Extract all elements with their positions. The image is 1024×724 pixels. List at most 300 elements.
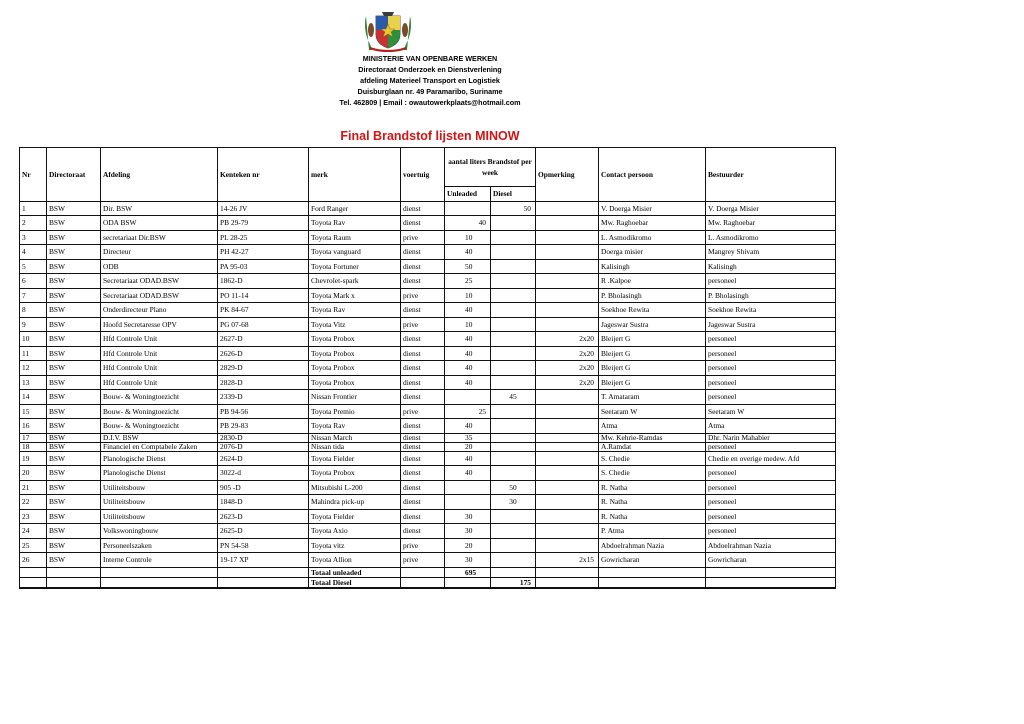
cell-afdeling: Volkswoningbouw	[101, 524, 218, 539]
cell-contact: Mw. Raghoebar	[599, 216, 706, 231]
cell-kenteken: 2828-D	[218, 375, 309, 390]
cell-contact: Soekhoe Rewita	[599, 303, 706, 318]
cell-afdeling: Dir. BSW	[101, 201, 218, 216]
cell-nr: 6	[20, 274, 47, 289]
cell-directoraat: BSW	[47, 361, 101, 376]
cell-kenteken: 2339-D	[218, 390, 309, 405]
table-row	[20, 230, 836, 245]
table-row	[20, 451, 836, 466]
cell-kenteken: 2623-D	[218, 509, 309, 524]
cell-merk: Toyota Fortuner	[309, 259, 401, 274]
cell-unleaded: 35	[445, 433, 491, 442]
cell-diesel	[491, 274, 536, 289]
cell-kenteken: PK 84-67	[218, 303, 309, 318]
cell-contact: A.Ramdat	[599, 442, 706, 451]
cell-unleaded	[445, 390, 491, 405]
cell-directoraat: BSW	[47, 509, 101, 524]
cell-kenteken: PH 42-27	[218, 245, 309, 260]
empty-cell	[101, 577, 218, 588]
cell-kenteken: PA 95-03	[218, 259, 309, 274]
cell-bestuurder: Mangrey Shivam	[706, 245, 836, 260]
cell-opmerking	[536, 433, 599, 442]
cell-unleaded	[445, 495, 491, 510]
cell-directoraat: BSW	[47, 332, 101, 347]
cell-contact: Bleijert G	[599, 346, 706, 361]
cell-opmerking	[536, 524, 599, 539]
cell-directoraat: BSW	[47, 274, 101, 289]
cell-nr: 23	[20, 509, 47, 524]
cell-kenteken: PO 11-14	[218, 288, 309, 303]
cell-bestuurder: personeel	[706, 361, 836, 376]
cell-afdeling: Interne Controle	[101, 553, 218, 568]
cell-directoraat: BSW	[47, 538, 101, 553]
cell-contact: Abdoelrahman Nazia	[599, 538, 706, 553]
cell-nr: 5	[20, 259, 47, 274]
cell-directoraat: BSW	[47, 404, 101, 419]
cell-afdeling: Hfd Controle Unit	[101, 346, 218, 361]
cell-opmerking	[536, 480, 599, 495]
cell-directoraat: BSW	[47, 317, 101, 332]
cell-directoraat: BSW	[47, 466, 101, 481]
cell-contact: Doerga misier	[599, 245, 706, 260]
cell-diesel: 50	[491, 201, 536, 216]
cell-diesel	[491, 433, 536, 442]
cell-afdeling: D.I.V. BSW	[101, 433, 218, 442]
cell-diesel	[491, 303, 536, 318]
cell-diesel	[491, 466, 536, 481]
table-row	[20, 524, 836, 539]
cell-nr: 14	[20, 390, 47, 405]
cell-kenteken: 2830-D	[218, 433, 309, 442]
cell-voertuig: dienst	[401, 201, 445, 216]
cell-diesel	[491, 361, 536, 376]
cell-afdeling: Planologische Dienst	[101, 451, 218, 466]
table-row	[20, 288, 836, 303]
cell-directoraat: BSW	[47, 245, 101, 260]
cell-directoraat: BSW	[47, 419, 101, 434]
cell-directoraat: BSW	[47, 216, 101, 231]
cell-nr: 24	[20, 524, 47, 539]
cell-contact: Kalisingh	[599, 259, 706, 274]
cell-directoraat: BSW	[47, 390, 101, 405]
cell-opmerking	[536, 216, 599, 231]
cell-nr: 8	[20, 303, 47, 318]
cell-bestuurder: personeel	[706, 332, 836, 347]
cell-bestuurder: Jageswar Sustra	[706, 317, 836, 332]
table-row	[20, 538, 836, 553]
cell-voertuig: dienst	[401, 361, 445, 376]
table-header-row	[20, 148, 836, 187]
cell-kenteken: PN 54-58	[218, 538, 309, 553]
cell-bestuurder: personeel	[706, 375, 836, 390]
cell-voertuig: prive	[401, 230, 445, 245]
cell-unleaded: 40	[445, 303, 491, 318]
cell-voertuig: dienst	[401, 332, 445, 347]
cell-opmerking	[536, 509, 599, 524]
header-kenteken: Kenteken nr	[218, 148, 309, 202]
table-row	[20, 404, 836, 419]
cell-bestuurder: Kalisingh	[706, 259, 836, 274]
cell-merk: Toyota Allion	[309, 553, 401, 568]
cell-merk: Toyota Probox	[309, 466, 401, 481]
header-bestuurder: Bestuurder	[706, 148, 836, 202]
cell-merk: Chevrolet-spark	[309, 274, 401, 289]
cell-afdeling: Hoofd Secretaresse OPV	[101, 317, 218, 332]
cell-merk: Mitsubishi L-200	[309, 480, 401, 495]
cell-unleaded: 25	[445, 274, 491, 289]
cell-opmerking	[536, 201, 599, 216]
cell-merk: Toyota Rav	[309, 216, 401, 231]
cell-directoraat: BSW	[47, 303, 101, 318]
cell-merk: Toyota vitz	[309, 538, 401, 553]
cell-directoraat: BSW	[47, 230, 101, 245]
cell-afdeling: Bouw- & Woningtoezicht	[101, 404, 218, 419]
cell-nr: 18	[20, 442, 47, 451]
cell-diesel	[491, 419, 536, 434]
cell-nr: 20	[20, 466, 47, 481]
cell-directoraat: BSW	[47, 451, 101, 466]
cell-merk: Toyota Fielder	[309, 509, 401, 524]
cell-voertuig: dienst	[401, 346, 445, 361]
cell-unleaded: 25	[445, 404, 491, 419]
cell-bestuurder: Chedie en overige medew. Afd	[706, 451, 836, 466]
total-unleaded-label: Totaal unleaded	[309, 567, 401, 577]
cell-contact: S. Chedie	[599, 466, 706, 481]
empty-cell	[536, 567, 599, 577]
cell-afdeling: Hfd Controle Unit	[101, 375, 218, 390]
table-row	[20, 346, 836, 361]
cell-contact: R. Natha	[599, 495, 706, 510]
cell-kenteken: 2624-D	[218, 451, 309, 466]
cell-opmerking	[536, 317, 599, 332]
cell-unleaded: 10	[445, 288, 491, 303]
cell-unleaded: 40	[445, 451, 491, 466]
cell-contact: R .Kalpoe	[599, 274, 706, 289]
cell-contact: R. Natha	[599, 480, 706, 495]
cell-diesel	[491, 332, 536, 347]
cell-nr: 2	[20, 216, 47, 231]
cell-afdeling: Planologische Dienst	[101, 466, 218, 481]
header-liters: aantal liters Brandstof per week	[445, 148, 536, 187]
empty-cell	[47, 567, 101, 577]
cell-bestuurder: personeel	[706, 495, 836, 510]
cell-merk: Toyota Premio	[309, 404, 401, 419]
empty-cell	[401, 567, 445, 577]
cell-nr: 15	[20, 404, 47, 419]
cell-merk: Toyota Rav	[309, 419, 401, 434]
cell-afdeling: ODB	[101, 259, 218, 274]
table-row	[20, 433, 836, 442]
cell-bestuurder: Gowricharan	[706, 553, 836, 568]
cell-diesel	[491, 230, 536, 245]
cell-contact: Seetaram W	[599, 404, 706, 419]
cell-kenteken: 2829-D	[218, 361, 309, 376]
cell-nr: 21	[20, 480, 47, 495]
cell-contact: S. Chedie	[599, 451, 706, 466]
table-row	[20, 216, 836, 231]
table-row	[20, 419, 836, 434]
cell-merk: Toyota Probox	[309, 375, 401, 390]
header-unleaded: Unleaded	[445, 187, 491, 202]
cell-afdeling: Utiliteitsbouw	[101, 480, 218, 495]
cell-voertuig: dienst	[401, 509, 445, 524]
cell-nr: 19	[20, 451, 47, 466]
empty-cell	[706, 577, 836, 588]
cell-merk: Nissan tida	[309, 442, 401, 451]
cell-nr: 10	[20, 332, 47, 347]
table-row	[20, 245, 836, 260]
cell-opmerking	[536, 230, 599, 245]
cell-nr: 9	[20, 317, 47, 332]
cell-unleaded	[445, 480, 491, 495]
cell-voertuig: dienst	[401, 303, 445, 318]
cell-voertuig: dienst	[401, 451, 445, 466]
cell-bestuurder: Seetaram W	[706, 404, 836, 419]
cell-nr: 4	[20, 245, 47, 260]
cell-voertuig: prive	[401, 317, 445, 332]
header-contact: Contact persoon	[599, 148, 706, 202]
cell-voertuig: dienst	[401, 375, 445, 390]
ministry-name: MINISTERIE VAN OPENBARE WERKEN	[362, 54, 498, 63]
cell-diesel: 50	[491, 480, 536, 495]
total-diesel-label: Totaal Diesel	[309, 577, 401, 588]
cell-voertuig: dienst	[401, 259, 445, 274]
cell-opmerking	[536, 245, 599, 260]
cell-merk: Nissan Frontier	[309, 390, 401, 405]
cell-kenteken: 2627-D	[218, 332, 309, 347]
cell-diesel	[491, 442, 536, 451]
coat-of-arms-emblem	[362, 10, 414, 52]
cell-unleaded: 20	[445, 538, 491, 553]
cell-nr: 3	[20, 230, 47, 245]
cell-afdeling: Utiliteitsbouw	[101, 495, 218, 510]
cell-directoraat: BSW	[47, 524, 101, 539]
department-name: afdeling Materieel Transport en Logistiek	[360, 76, 500, 85]
total-unleaded-row	[20, 567, 836, 577]
cell-kenteken: PB 29-83	[218, 419, 309, 434]
cell-merk: Mahindra pick-up	[309, 495, 401, 510]
cell-voertuig: dienst	[401, 466, 445, 481]
cell-diesel	[491, 553, 536, 568]
cell-nr: 17	[20, 433, 47, 442]
cell-directoraat: BSW	[47, 442, 101, 451]
header-merk: merk	[309, 148, 401, 202]
cell-directoraat: BSW	[47, 375, 101, 390]
cell-nr: 7	[20, 288, 47, 303]
cell-diesel	[491, 538, 536, 553]
cell-kenteken: 14-26 JV	[218, 201, 309, 216]
cell-opmerking	[536, 404, 599, 419]
cell-merk: Toyota Axio	[309, 524, 401, 539]
cell-kenteken: 905 -D	[218, 480, 309, 495]
cell-diesel	[491, 375, 536, 390]
cell-merk: Toyota Probox	[309, 332, 401, 347]
cell-contact: P. Bholasingh	[599, 288, 706, 303]
table-row	[20, 274, 836, 289]
contact-line: Tel. 462809 | Email : owautowerkplaats@hotmail.com	[339, 98, 521, 107]
cell-contact: Mw. Kehrie-Ramdas	[599, 433, 706, 442]
cell-afdeling: Secretariaat ODAD.BSW	[101, 274, 218, 289]
empty-cell	[599, 577, 706, 588]
cell-afdeling: Onderdirecteur Plano	[101, 303, 218, 318]
cell-merk: Toyota vanguard	[309, 245, 401, 260]
cell-voertuig: dienst	[401, 524, 445, 539]
cell-unleaded: 10	[445, 230, 491, 245]
empty-cell	[706, 567, 836, 577]
cell-voertuig: dienst	[401, 495, 445, 510]
cell-afdeling: secretariaat Dir.BSW	[101, 230, 218, 245]
cell-afdeling: ODA BSW	[101, 216, 218, 231]
cell-unleaded	[445, 201, 491, 216]
cell-afdeling: Secretariaat ODAD.BSW	[101, 288, 218, 303]
cell-bestuurder: Dhr. Narin Mahabier	[706, 433, 836, 442]
cell-merk: Toyota Mark x	[309, 288, 401, 303]
cell-voertuig: dienst	[401, 245, 445, 260]
cell-contact: Jageswar Sustra	[599, 317, 706, 332]
cell-voertuig: prive	[401, 538, 445, 553]
cell-opmerking	[536, 274, 599, 289]
cell-bestuurder: personeel	[706, 274, 836, 289]
table-row	[20, 495, 836, 510]
cell-kenteken: PB 94-56	[218, 404, 309, 419]
cell-nr: 16	[20, 419, 47, 434]
cell-unleaded: 40	[445, 466, 491, 481]
cell-voertuig: dienst	[401, 442, 445, 451]
cell-voertuig: dienst	[401, 480, 445, 495]
cell-contact: T. Amataram	[599, 390, 706, 405]
header-voertuig: voertuig	[401, 148, 445, 202]
cell-merk: Toyota Probox	[309, 346, 401, 361]
cell-unleaded: 40	[445, 361, 491, 376]
cell-contact: Bleijert G	[599, 375, 706, 390]
cell-diesel	[491, 245, 536, 260]
cell-contact: P. Atma	[599, 524, 706, 539]
cell-unleaded: 30	[445, 524, 491, 539]
cell-opmerking: 2x20	[536, 375, 599, 390]
cell-voertuig: dienst	[401, 274, 445, 289]
table-row	[20, 375, 836, 390]
total-unleaded-value: 695	[445, 567, 491, 577]
header-opmerking: Opmerking	[536, 148, 599, 202]
directorate-name: Directoraat Onderzoek en Dienstverlening	[358, 65, 502, 74]
cell-contact: Bleijert G	[599, 361, 706, 376]
cell-kenteken: PL 28-25	[218, 230, 309, 245]
cell-kenteken: 3022-d	[218, 466, 309, 481]
cell-nr: 26	[20, 553, 47, 568]
cell-diesel	[491, 451, 536, 466]
empty-cell	[599, 567, 706, 577]
cell-nr: 12	[20, 361, 47, 376]
empty-cell	[536, 577, 599, 588]
cell-nr: 11	[20, 346, 47, 361]
header-nr: Nr	[20, 148, 47, 202]
cell-bestuurder: personeel	[706, 509, 836, 524]
cell-bestuurder: Atma	[706, 419, 836, 434]
empty-cell	[445, 577, 491, 588]
cell-bestuurder: Soekhoe Rewita	[706, 303, 836, 318]
empty-cell	[491, 567, 536, 577]
cell-voertuig: dienst	[401, 390, 445, 405]
cell-contact: Bleijert G	[599, 332, 706, 347]
cell-nr: 22	[20, 495, 47, 510]
total-diesel-row	[20, 577, 836, 588]
table-row	[20, 390, 836, 405]
cell-directoraat: BSW	[47, 259, 101, 274]
empty-cell	[218, 577, 309, 588]
cell-bestuurder: personeel	[706, 466, 836, 481]
cell-bestuurder: V. Doerga Misier	[706, 201, 836, 216]
cell-nr: 13	[20, 375, 47, 390]
cell-kenteken: 2626-D	[218, 346, 309, 361]
cell-diesel: 45	[491, 390, 536, 405]
cell-opmerking	[536, 451, 599, 466]
cell-bestuurder: personeel	[706, 346, 836, 361]
cell-bestuurder: personeel	[706, 442, 836, 451]
cell-opmerking: 2x20	[536, 346, 599, 361]
cell-voertuig: prive	[401, 404, 445, 419]
cell-kenteken: PB 29-79	[218, 216, 309, 231]
table-row	[20, 480, 836, 495]
cell-kenteken: 1848-D	[218, 495, 309, 510]
cell-contact: R. Natha	[599, 509, 706, 524]
letterhead	[300, 53, 560, 108]
cell-kenteken: 1862-D	[218, 274, 309, 289]
cell-merk: Nissan March	[309, 433, 401, 442]
table-row	[20, 361, 836, 376]
cell-opmerking	[536, 419, 599, 434]
cell-unleaded: 20	[445, 442, 491, 451]
cell-bestuurder: L. Asmodikromo	[706, 230, 836, 245]
cell-voertuig: dienst	[401, 433, 445, 442]
cell-bestuurder: Abdoelrahman Nazia	[706, 538, 836, 553]
cell-merk: Toyota Fielder	[309, 451, 401, 466]
table-row	[20, 317, 836, 332]
cell-contact: Gowricharan	[599, 553, 706, 568]
empty-cell	[101, 567, 218, 577]
table-row	[20, 259, 836, 274]
cell-directoraat: BSW	[47, 553, 101, 568]
cell-diesel	[491, 346, 536, 361]
cell-afdeling: Directeur	[101, 245, 218, 260]
cell-opmerking	[536, 538, 599, 553]
cell-nr: 1	[20, 201, 47, 216]
cell-voertuig: prive	[401, 553, 445, 568]
cell-diesel: 30	[491, 495, 536, 510]
cell-unleaded: 40	[445, 216, 491, 231]
empty-cell	[20, 567, 47, 577]
cell-directoraat: BSW	[47, 495, 101, 510]
cell-merk: Toyota Vitz	[309, 317, 401, 332]
cell-bestuurder: P. Bholasingh	[706, 288, 836, 303]
cell-merk: Ford Ranger	[309, 201, 401, 216]
header-directoraat: Directoraat	[47, 148, 101, 202]
cell-bestuurder: personeel	[706, 524, 836, 539]
cell-diesel	[491, 216, 536, 231]
header-afdeling: Afdeling	[101, 148, 218, 202]
empty-cell	[401, 577, 445, 588]
cell-kenteken: 2625-D	[218, 524, 309, 539]
cell-directoraat: BSW	[47, 201, 101, 216]
cell-directoraat: BSW	[47, 480, 101, 495]
empty-cell	[218, 567, 309, 577]
cell-opmerking	[536, 390, 599, 405]
cell-opmerking	[536, 442, 599, 451]
cell-afdeling: Utiliteitsbouw	[101, 509, 218, 524]
cell-opmerking	[536, 288, 599, 303]
cell-afdeling: Bouw- & Woningtoezicht	[101, 390, 218, 405]
cell-opmerking	[536, 466, 599, 481]
cell-diesel	[491, 259, 536, 274]
